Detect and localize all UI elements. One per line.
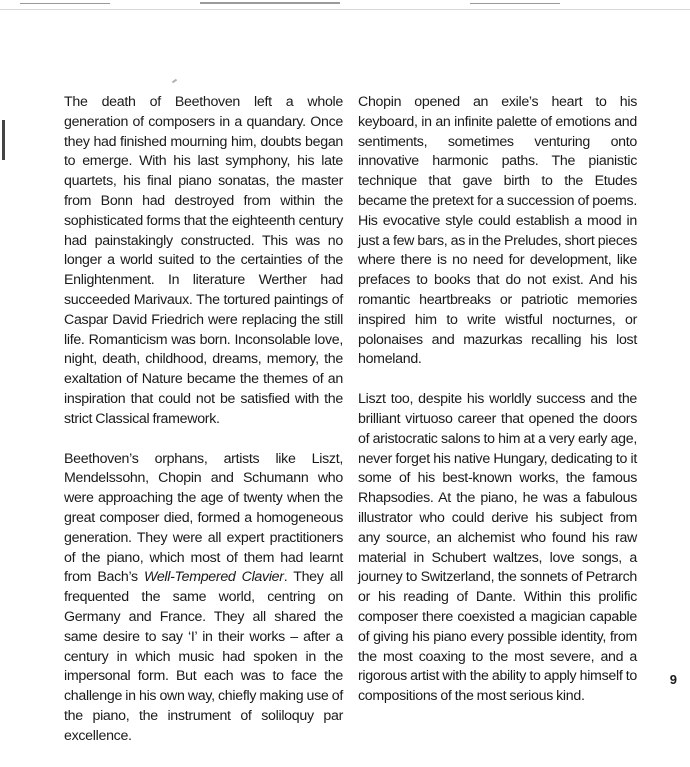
scan-artifact [20,3,110,4]
paragraph-text: . They all frequented the same world, centring on Germany and France. They all shared the same desire to say ‘I’ in their works – after a century in which music had spoken in the impersonal form. But each was to face the challenge in his own way, chiefly making use of the piano, the instrument of soliloquy par excellence. [64,569,343,744]
page-number: 9 [669,672,677,687]
right-column [358,93,637,727]
page-top-edge [0,0,690,10]
left-column [64,93,343,767]
work-title: Well-Tempered Clavier [143,569,284,586]
paragraph-beethovens-orphans [64,450,343,747]
paragraph-liszt: Liszt too, despite his worldly success and the brilliant virtuoso career that opened the doors of aristocratic salons to him at a very early age, never forget his native Hungary, dedicating to it some of his best-known works, the famous Rhapsodies. At the piano, he was a fabulous illustrator who could derive his subject from any source, an alchemist who found his raw material in Schubert waltzes, love songs, a journey to Switzerland, the sonnets of Petrarch or his reading of Dante. Within this prolific composer there coexisted a magician capable of giving his piano every possible identity, from the most coaxing to the most severe, and a rigorous artist with the ability to apply himself to compositions of the most serious kind. [358,391,637,705]
scan-artifact [200,2,340,4]
paragraph-beethoven-death: The death of Beethoven left a whole generation of composers in a quandary. Once they had finished mourning him, doubts began to emerge. With his last symphony, his late quartets, his final piano sonatas, the master from Bonn had destroyed from within the sophisticated forms that the eighteenth century had painstakingly constructed. This was no longer a world suited to the certainties of the Enlightenment. In literature Werther had succeeded Marivaux. The tortured paintings of Caspar David Friedrich were replacing the still life. Romanticism was born. Inconsolable love, night, death, childhood, dreams, memory, the exaltation of Nature became the themes of an inspiration that could not be satisfied with the strict Classical framework. [64,94,343,427]
scan-artifact [470,3,560,4]
paragraph-text: Beethoven’s orphans, artists like Liszt, Mendelssohn, Chopin and Schumann who were approaching the age of twenty when the great composer died, formed a homogeneous generation. They were all expert practitioners of the piano, which most of them had learnt from Bach’s [64,450,343,586]
binding-mark [2,120,5,160]
dust-speck [172,79,177,84]
paragraph-chopin: Chopin opened an exile’s heart to his keyboard, in an infinite palette of emotions and sentiments, sometimes venturing onto innovative harmonic paths. The pianistic technique that gave birth to the Etudes became the pretext for a succession of poems. His evocative style could establish a mood in just a few bars, as in the Preludes, short pieces where there is no need for development, like prefaces to books that do not exist. And his romantic heartbreaks or patriotic memories inspired him to write wistful nocturnes, or polonaises and mazurkas recalling his lost homeland. [358,94,637,368]
